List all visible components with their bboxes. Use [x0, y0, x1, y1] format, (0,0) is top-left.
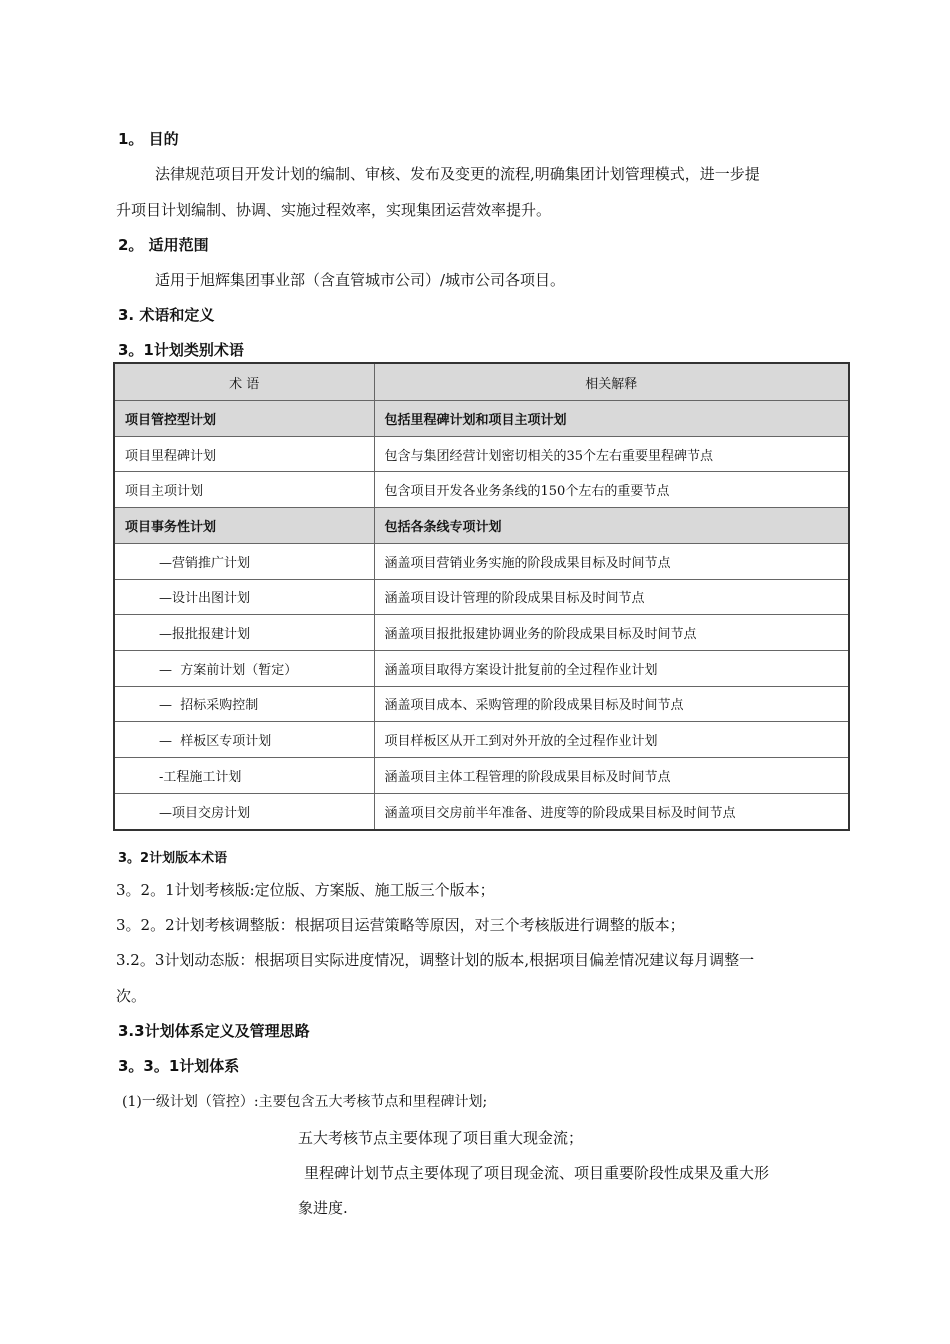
section-2-text: 适用于旭辉集团事业部（含直管城市公司）/城市公司各项目。 — [155, 271, 566, 289]
table-header-row — [114, 363, 849, 401]
table-row — [114, 722, 849, 758]
term-cell: 项目主项计划 — [114, 472, 374, 508]
table-row — [114, 472, 849, 508]
desc-cell: 包含项目开发各业务条线的150个左右的重要节点 — [374, 472, 849, 508]
term-cell: —设计出图计划 — [114, 579, 374, 615]
section-2-title: 2。 适用范围 — [118, 236, 209, 254]
desc-cell: 涵盖项目成本、采购管理的阶段成果目标及时间节点 — [374, 686, 849, 722]
desc-cell: 涵盖项目主体工程管理的阶段成果目标及时间节点 — [374, 758, 849, 794]
section-3-2-item-2: 3。2。2计划考核调整版：根据项目运营策略等原因，对三个考核版进行调整的版本； — [116, 916, 685, 934]
section-3-1-title: 3。1计划类别术语 — [118, 341, 244, 359]
table-row — [114, 543, 849, 579]
desc-cell: 涵盖项目营销业务实施的阶段成果目标及时间节点 — [374, 543, 849, 579]
section-3-2-item-3-line-1: 3.2。3计划动态版：根据项目实际进度情况，调整计划的版本,根据项目偏差情况建议每月调整一 — [116, 951, 755, 969]
section-3-3-1-title: 3。3。1计划体系 — [118, 1057, 240, 1075]
term-cell: — 招标采购控制 — [114, 686, 374, 722]
desc-cell: 包括里程碑计划和项目主项计划 — [374, 401, 849, 437]
section-3-3-1-item-1: (1)一级计划（管控）:主要包含五大考核节点和里程碑计划; — [122, 1094, 488, 1110]
section-3-3-1-note-2-line-2: 象进度. — [298, 1199, 348, 1217]
term-cell: — 方案前计划（暂定） — [114, 650, 374, 686]
term-cell: 项目里程碑计划 — [114, 436, 374, 472]
section-1-text-line-2: 升项目计划编制、协调、实施过程效率，实现集团运营效率提升。 — [116, 201, 552, 219]
section-3-title: 3. 术语和定义 — [118, 306, 215, 324]
term-cell: —项目交房计划 — [114, 793, 374, 830]
section-3-2-item-1: 3。2。1计划考核版:定位版、方案版、施工版三个版本； — [116, 881, 495, 899]
table-row — [114, 508, 849, 544]
table-row — [114, 793, 849, 830]
table-header-desc: 相关解释 — [374, 363, 849, 401]
section-3-2-title: 3。2计划版本术语 — [118, 851, 228, 866]
desc-cell: 包括各条线专项计划 — [374, 508, 849, 544]
section-3-3-1-note-1: 五大考核节点主要体现了项目重大现金流； — [298, 1129, 584, 1147]
table-row — [114, 401, 849, 437]
table-row — [114, 686, 849, 722]
desc-cell: 项目样板区从开工到对外开放的全过程作业计划 — [374, 722, 849, 758]
section-1-text-line-1: 法律规范项目开发计划的编制、审核、发布及变更的流程,明确集团计划管理模式，进一步提 — [155, 165, 760, 183]
term-cell: 项目管控型计划 — [114, 401, 374, 437]
table-header-term: 术 语 — [114, 363, 374, 401]
plan-terms-table — [113, 362, 850, 831]
desc-cell: 涵盖项目交房前半年准备、进度等的阶段成果目标及时间节点 — [374, 793, 849, 830]
table-row — [114, 436, 849, 472]
table-row — [114, 650, 849, 686]
section-3-3-title: 3.3计划体系定义及管理思路 — [118, 1022, 310, 1040]
section-3-2-item-3-line-2: 次。 — [116, 987, 147, 1005]
table-row — [114, 615, 849, 651]
term-cell: —报批报建计划 — [114, 615, 374, 651]
table-row — [114, 758, 849, 794]
table-row — [114, 579, 849, 615]
term-cell: -工程施工计划 — [114, 758, 374, 794]
desc-cell: 涵盖项目报批报建协调业务的阶段成果目标及时间节点 — [374, 615, 849, 651]
desc-cell: 涵盖项目取得方案设计批复前的全过程作业计划 — [374, 650, 849, 686]
term-cell: — 样板区专项计划 — [114, 722, 374, 758]
section-1-title: 1。 目的 — [118, 130, 179, 148]
term-cell: 项目事务性计划 — [114, 508, 374, 544]
term-cell: —营销推广计划 — [114, 543, 374, 579]
section-3-3-1-note-2-line-1: 里程碑计划节点主要体现了项目现金流、项目重要阶段性成果及重大形 — [304, 1164, 770, 1182]
desc-cell: 包含与集团经营计划密切相关的35个左右重要里程碑节点 — [374, 436, 849, 472]
desc-cell: 涵盖项目设计管理的阶段成果目标及时间节点 — [374, 579, 849, 615]
